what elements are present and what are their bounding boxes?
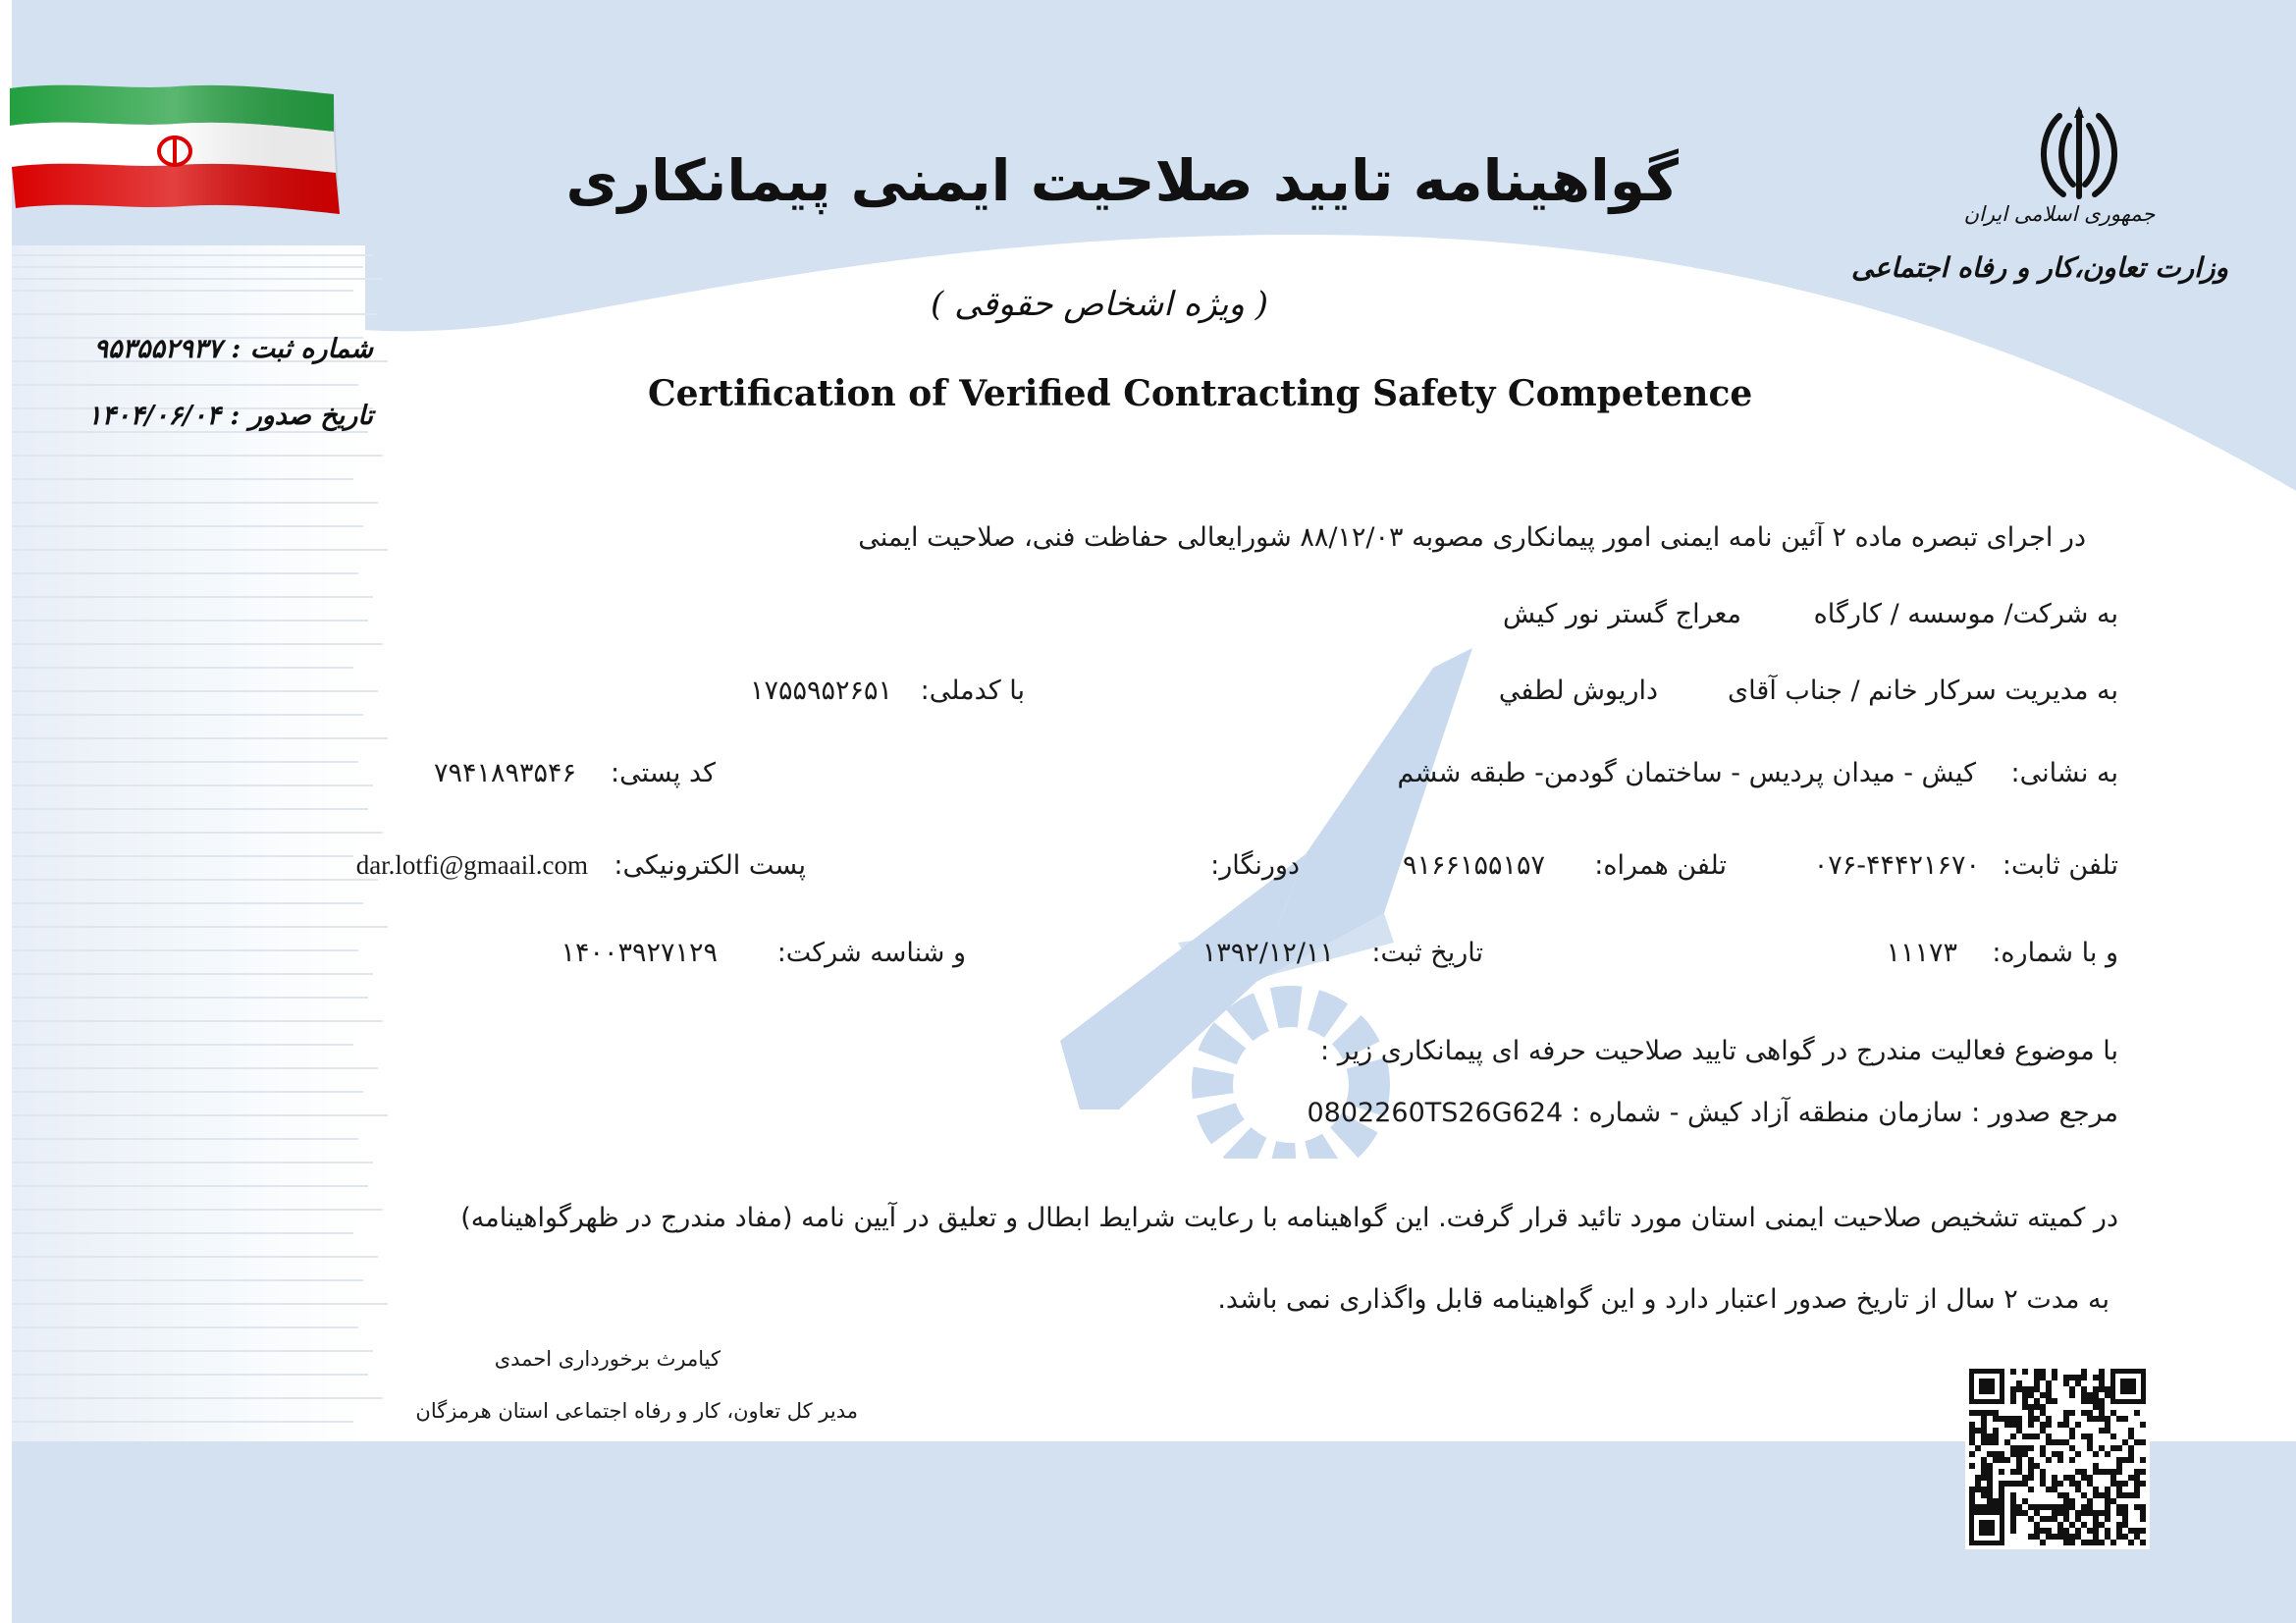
phone-label: تلفن ثابت: xyxy=(2002,850,2118,881)
intro-paragraph: در اجرای تبصره ماده ۲ آئین نامه ایمنی امور پیمانکاری مصوبه ۸۸/۱۲/۰۳ شورایعالی حفاظت فنی، صلاحیت ایمنی xyxy=(858,522,2086,553)
issue-date: تاریخ صدور : ۱۴۰۴/۰۶/۰۴ xyxy=(87,401,373,431)
manager-label: به مدیریت سرکار خانم / جناب آقای xyxy=(1728,676,2118,706)
iran-emblem-icon xyxy=(2030,106,2128,204)
registration-number: شماره ثبت : ۹۵۳۵۵۲۹۳۷ xyxy=(93,334,373,364)
certificate-subtitle-fa: ( ویژه اشخاص حقوقی ) xyxy=(931,285,1268,324)
ministry-country: جمهوری اسلامی ایران xyxy=(1963,202,2156,226)
mobile-label: تلفن همراه: xyxy=(1594,850,1727,881)
activity-text: با موضوع فعالیت مندرج در گواهی تایید صلاحیت حرفه ای پیمانکاری زیر : xyxy=(1320,1036,2118,1066)
address-value: کیش - میدان پردیس - ساختمان گودمن- طبقه ششم xyxy=(1397,758,1976,788)
company-value: معراج گستر نور کیش xyxy=(1503,599,1741,629)
company-id-value: ۱۴۰۰۳۹۲۷۱۲۹ xyxy=(561,938,718,968)
company-id-label: و شناسه شرکت: xyxy=(776,938,966,968)
iran-flag-icon xyxy=(10,81,344,218)
registration-date-label: تاریخ ثبت: xyxy=(1371,938,1483,968)
national-code-label: با کدملی: xyxy=(920,676,1025,706)
number-label: و با شماره: xyxy=(1992,938,2118,968)
postal-code-label: کد پستی: xyxy=(611,758,716,788)
signatory-name: کیامرث برخورداری احمدی xyxy=(494,1347,721,1371)
postal-code-value: ۷۹۴۱۸۹۳۵۴۶ xyxy=(433,758,576,788)
phone-value: ۰۷۶-۴۴۴۲۱۶۷۰ xyxy=(1813,850,1980,881)
registration-date-value: ۱۳۹۲/۱۲/۱۱ xyxy=(1201,938,1334,968)
fax-label: دورنگار: xyxy=(1210,850,1300,881)
address-label: به نشانی: xyxy=(2010,758,2118,788)
safety-logo-watermark xyxy=(1060,648,1472,1159)
mobile-value: ۹۱۶۶۱۵۵۱۵۷ xyxy=(1402,850,1545,881)
number-value: ۱۱۱۷۳ xyxy=(1886,938,1957,968)
qr-code xyxy=(1965,1365,2150,1549)
email-label: پست الکترونیکی: xyxy=(614,850,806,881)
ministry-name: وزارت تعاون،کار و رفاه اجتماعی xyxy=(1851,251,2228,284)
email-value: dar.lotfi@gmaail.com xyxy=(355,850,588,880)
certificate-title-fa: گواهینامه تایید صلاحیت ایمنی پیمانکاری xyxy=(565,147,1679,214)
issuing-reference: مرجع صدور : سازمان منطقه آزاد کیش - شماره : 0802260TS26G624 xyxy=(1307,1098,2118,1128)
committee-text: در کمیته تشخیص صلاحیت ایمنی استان مورد تائید قرار گرفت. این گواهینامه با رعایت شرایط ابطال و تعلیق در آیین نامه (مفاد مندرج در ظهرگواهینامه) xyxy=(460,1203,2118,1233)
validity-text: به مدت ۲ سال از تاریخ صدور اعتبار دارد و این گواهینامه قابل واگذاری نمی باشد. xyxy=(1217,1284,2109,1315)
certificate-title-en: Certification of Verified Contracting Safety Competence xyxy=(648,373,1753,414)
national-code-value: ۱۷۵۵۹۵۲۶۵۱ xyxy=(749,676,892,706)
manager-value: داریوش لطفي xyxy=(1498,676,1658,706)
company-label: به شرکت/ موسسه / کارگاه xyxy=(1813,599,2118,629)
signatory-title: مدیر کل تعاون، کار و رفاه اجتماعی استان هرمزگان xyxy=(415,1399,858,1423)
